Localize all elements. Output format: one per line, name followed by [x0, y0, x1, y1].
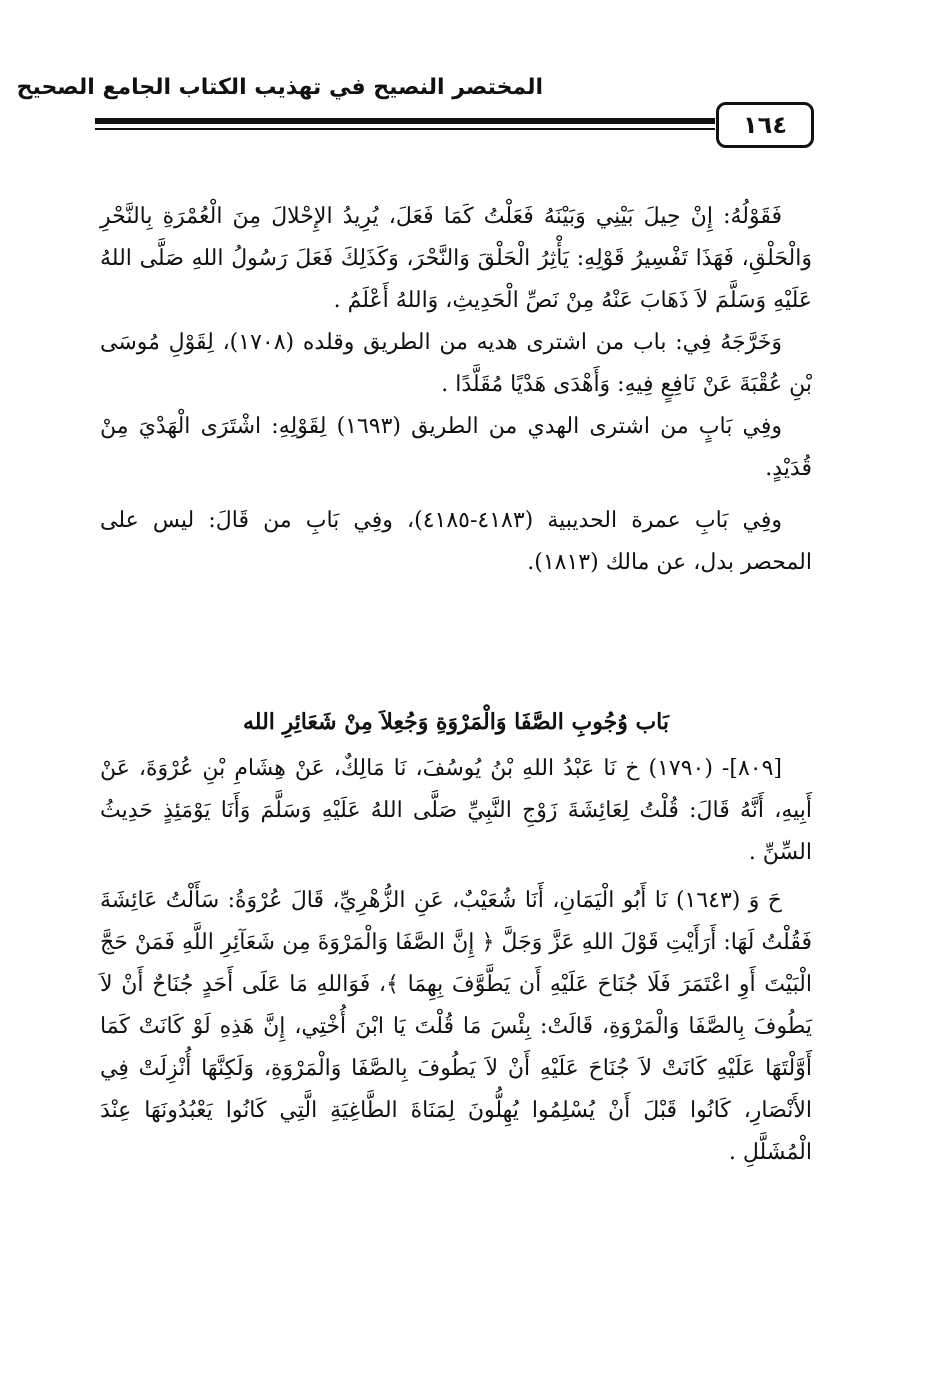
running-header-title: المختصر النصيح في تهذيب الكتاب الجامع الصحيح — [16, 75, 543, 100]
paragraph-takhrij-1: وَخَرَّجَهُ فِي: باب من اشترى هديه من الطريق وقلده (١٧٠٨)، لِقَوْلِ مُوسَى بْنِ عُقْبَةَ عَنْ نَافِعٍ فِيهِ: وَأَهْدَى هَدْيًا مُقَلَّدًا . — [100, 330, 812, 397]
paragraph-takhrij-2: وفِي بَابٍ من اشترى الهدي من الطريق (١٦٩٣) لِقَوْلِهِ: اشْتَرَى الْهَدْيَ مِنْ قُدَيْدٍ. — [100, 414, 812, 481]
chapter-heading: بَاب وُجُوبِ الصَّفَا وَالْمَرْوَةِ وَجُعِلاَ مِنْ شَعَائِرِ الله — [242, 709, 670, 735]
paragraph-hadith-text: حَ وَ (١٦٤٣) نَا أَبُو الْيَمَانِ، أَنَا شُعَيْبٌ، عَنِ الزُّهْرِيِّ، قَالَ عُرْوَةُ: سَأَلْتُ عَائِشَةَ فَقُلْتُ لَهَا: أَرَأَيْتِ قَوْلَ اللهِ عَزَّ وَجَلَّ ﴿ إِنَّ الصَّفَا وَالْمَرْوَةَ مِن شَعَآئِرِ اللَّهِ فَمَنْ حَجَّ الْبَيْتَ أَوِ اعْتَمَرَ فَلَا جُنَاحَ عَلَيْهِ أَن يَطَّوَّفَ بِهِمَا ﴾، فَوَاللهِ مَا عَلَى أَحَدٍ جُنَاحٌ أَنْ لاَ يَطُوفَ بِالصَّفَا وَالْمَرْوَةِ، قَالَتْ: بِئْسَ مَا قُلْتَ يَا ابْنَ أُخْتِي، إِنَّ هَذِهِ لَوْ كَانَتْ كَمَا أَوَّلْتَهَا عَلَيْهِ كَانَتْ لاَ جُنَاحَ عَلَيْهِ أَنْ لاَ يَطُوفَ بِالصَّفَا وَالْمَرْوَةِ، وَلَكِنَّهَا أُنْزِلَتْ فِي الأَنْصَارِ، كَانُوا قَبْلَ أَنْ يُسْلِمُوا يُهِلُّونَ لِمَنَاةَ الطَّاغِيَةِ الَّتِي كَانُوا يَعْبُدُونَهَا عِنْدَ الْمُشَلَّلِ . — [100, 888, 812, 1165]
page-number: ١٦٤ — [716, 102, 814, 148]
header-rule-thin — [95, 128, 715, 130]
hadith-block — [100, 748, 812, 1174]
commentary-block — [100, 196, 812, 584]
paragraph-takhrij-3: وفِي بَابِ عمرة الحديبية (٤١٨٣-٤١٨٥)، وفِي بَابِ من قَالَ: ليس على المحصر بدل، عن مالك (١٨١٣). — [100, 508, 812, 575]
paragraph-commentary: فَقَوْلُهُ: إِنْ حِيلَ بَيْنِي وَبَيْنَهُ فَعَلْتُ كَمَا فَعَلَ، يُرِيدُ الإِحْلالَ مِنَ الْعُمْرَةِ بِالنَّحْرِ وَالْحَلْقِ، فَهَذَا تَفْسِيرُ قَوْلِهِ: يَأْثِرُ الْحَلْقَ وَالنَّحْرَ، وَكَذَلِكَ فَعَلَ رَسُولُ اللهِ صَلَّى اللهُ عَلَيْهِ وَسَلَّمَ لاَ ذَهَابَ عَنْهُ مِنْ نَصِّ الْحَدِيثِ، وَاللهُ أَعْلَمُ . — [100, 204, 812, 313]
header-rule-thick — [95, 118, 715, 124]
paragraph-hadith-chain: [٨٠٩]- (١٧٩٠) خ نَا عَبْدُ اللهِ بْنُ يُوسُفَ، نَا مَالِكٌ، عَنْ هِشَامِ بْنِ عُرْوَةَ، عَنْ أَبِيهِ، أَنَّهُ قَالَ: قُلْتُ لِعَائِشَةَ زَوْجِ النَّبِيِّ صَلَّى اللهُ عَلَيْهِ وَسَلَّمَ وَأَنَا يَوْمَئِذٍ حَدِيثُ السِّنِّ . — [100, 756, 812, 865]
